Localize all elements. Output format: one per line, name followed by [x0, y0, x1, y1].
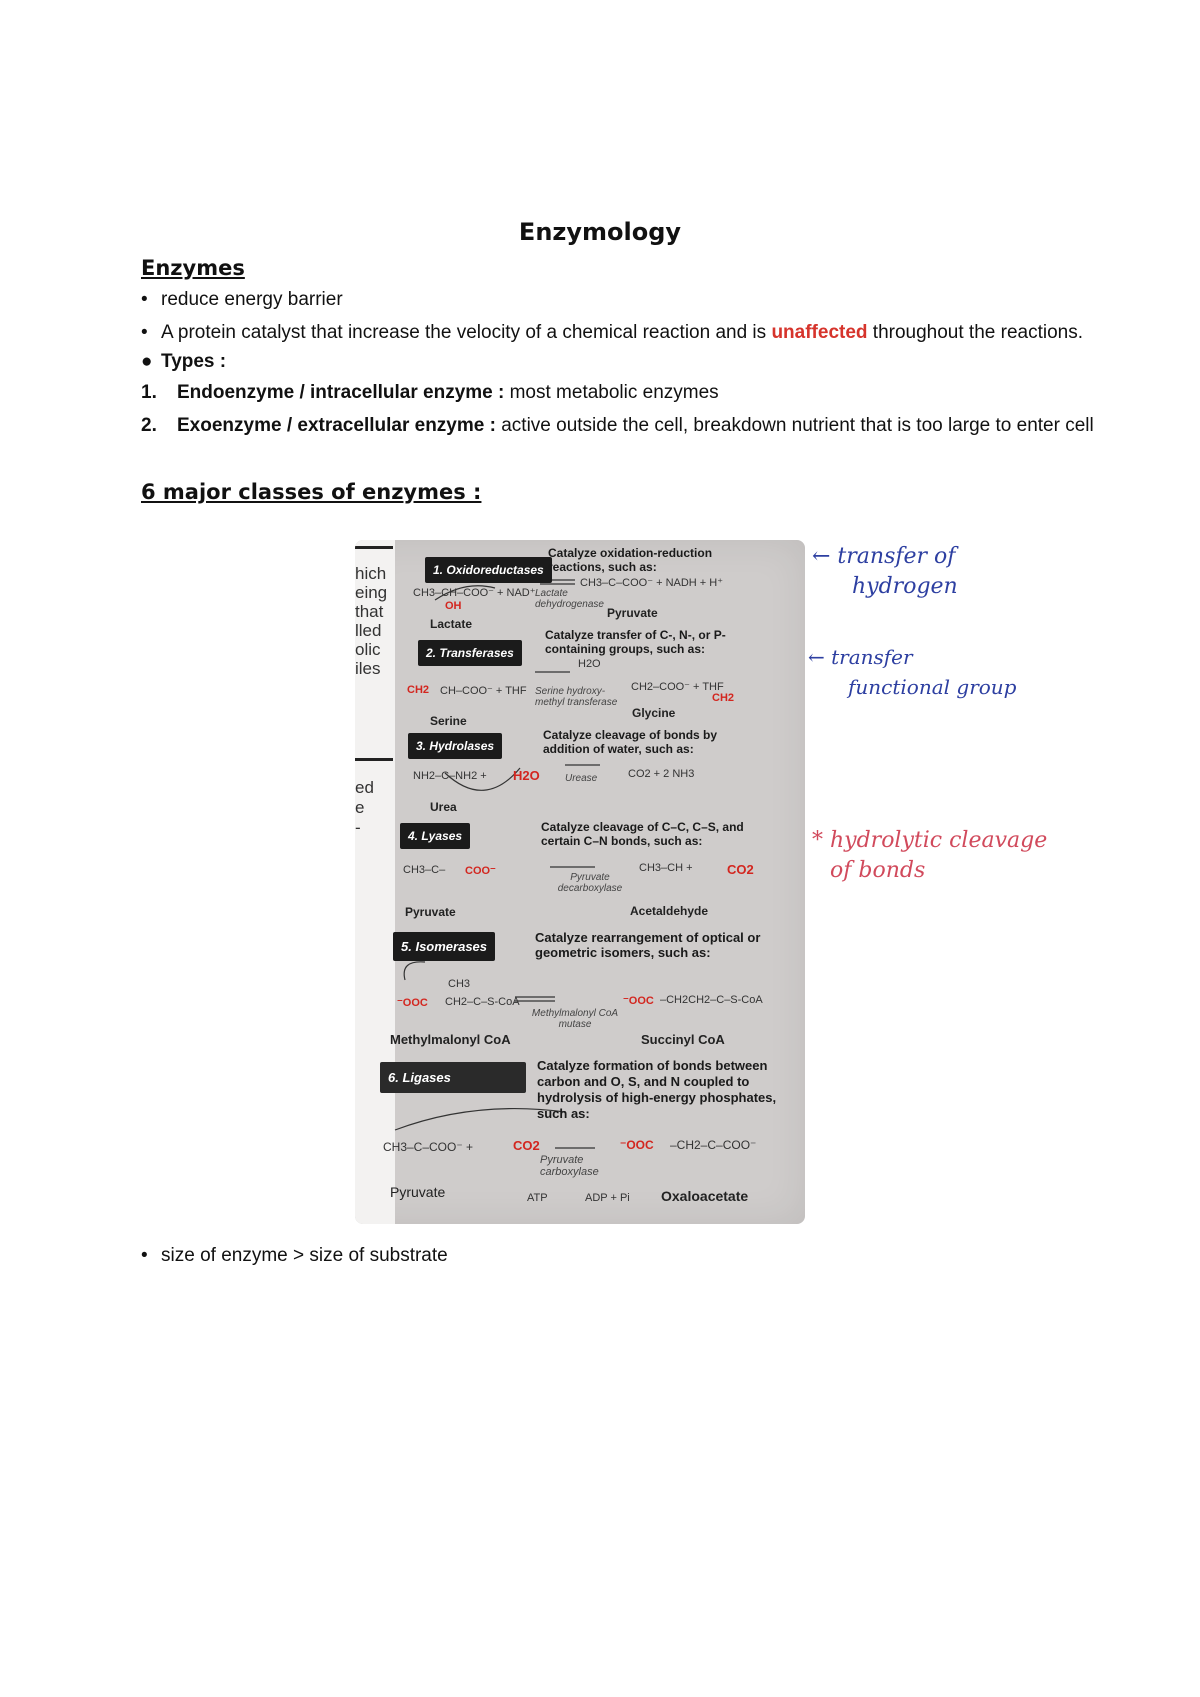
cofactor: ADP + Pi: [585, 1192, 630, 1204]
edge-word: -: [355, 818, 361, 837]
chem-rhs: CH3–CH +: [639, 862, 693, 874]
bullet-energy-barrier: • reduce energy barrier: [141, 289, 343, 310]
bullet-dot-icon: •: [141, 322, 148, 343]
class-desc: Catalyze oxidation-reduction reactions, such as:: [548, 546, 713, 574]
class-desc: Catalyze cleavage of C–C, C–S, and certain C–N bonds, such as:: [541, 820, 744, 848]
page-title: Enzymology: [518, 218, 682, 246]
class-label-lyases: 4. Lyases: [400, 823, 470, 849]
class-desc: Catalyze cleavage of bonds by addition of water, such as:: [543, 728, 718, 756]
enzyme-name: Lactate dehydrogenase: [535, 588, 604, 610]
edge-word: hich: [355, 564, 387, 583]
enzyme-name: Methylmalonyl CoA mutase: [531, 1008, 619, 1030]
molecule-name: Succinyl CoA: [641, 1032, 725, 1047]
enzyme-name: Serine hydroxy-methyl transferase: [535, 686, 618, 708]
enzyme-classes-photo: [355, 540, 805, 1224]
chem-red-group: COO⁻: [465, 865, 496, 877]
chem-lhs: CH3–C–COO⁻ +: [383, 1140, 474, 1154]
annotation-transfer-functional-group: ← transfer functional group: [808, 645, 1017, 699]
chem-rhs: CO2 + 2 NH3: [628, 768, 695, 780]
molecule-name: Pyruvate: [405, 905, 456, 919]
molecule-name: Serine: [430, 714, 467, 728]
bullet-dot-icon: •: [141, 289, 148, 310]
class-label-transferases: 2. Transferases: [418, 640, 522, 666]
chem-lhs: CH3–C–: [403, 864, 446, 876]
chem-red-group: CH2: [407, 684, 430, 696]
molecule-name: Methylmalonyl CoA: [390, 1032, 511, 1047]
molecule-name: Urea: [430, 800, 457, 814]
chem-red-group: CH2: [712, 692, 735, 704]
chem-rhs: CH3–C–COO⁻ + NADH + H⁺: [580, 577, 724, 589]
chem-red-group: CO2: [727, 862, 754, 877]
chem-red-group: OH: [445, 600, 462, 612]
classes-heading: 6 major classes of enzymes :: [141, 480, 482, 504]
chem-rhs: –CH2CH2–C–S-CoA: [660, 994, 763, 1006]
molecule-name: Pyruvate: [390, 1184, 446, 1200]
class-desc: Catalyze formation of bonds between carbon and O, S, and N coupled to hydrolysis of high-energy phosphates, such as:: [537, 1058, 777, 1121]
chem-rhs: CH2–COO⁻ + THF: [631, 681, 724, 693]
class-label-oxidoreductases: 1. Oxidoreductases: [425, 557, 552, 583]
chem-red-group: ⁻OOC: [620, 1138, 654, 1152]
chem-red-group: H2O: [513, 768, 540, 783]
chem-lhs: CH3–CH–COO⁻ + NAD⁺: [413, 587, 536, 599]
types-label: ● Types :: [141, 351, 227, 372]
highlight-unaffected: unaffected: [771, 322, 868, 343]
chem-top: CH3: [448, 978, 471, 990]
molecule-name: Pyruvate: [607, 606, 658, 620]
enzyme-name: Pyruvate carboxylase: [540, 1154, 599, 1178]
class-desc: Catalyze transfer of C-, N-, or P-containing groups, such as:: [545, 628, 726, 656]
annotation-hydrolytic-cleavage: * hydrolytic cleavage of bonds: [812, 828, 1048, 883]
molecule-name: Lactate: [430, 617, 473, 631]
chem-red-group: ⁻OOC: [397, 997, 428, 1009]
edge-word: olic: [355, 640, 381, 659]
enzymes-heading: Enzymes: [141, 256, 245, 280]
edge-word: lled: [355, 621, 382, 640]
molecule-name: Glycine: [632, 706, 676, 720]
edge-word: e: [355, 798, 365, 817]
bullet-dot-icon: ●: [141, 351, 153, 372]
bullet-protein-catalyst: • A protein catalyst that increase the velocity of a chemical reaction and is unaffected throughout the reactions.: [141, 322, 1083, 343]
cofactor: ATP: [527, 1192, 548, 1204]
enzyme-name: Urease: [565, 773, 598, 784]
bullet-size-of-enzyme: • size of enzyme > size of substrate: [141, 1245, 448, 1266]
chem-lhs: CH2–C–S-CoA: [445, 996, 520, 1008]
type-item: 2. Exoenzyme / extracellular enzyme : active outside the cell, breakdown nutrient that is too large to enter cell: [141, 415, 1094, 436]
edge-word: that: [355, 602, 384, 621]
bullet-dot-icon: •: [141, 1245, 148, 1266]
edge-word: eing: [355, 583, 388, 602]
chem-lhs: CH–COO⁻ + THF: [440, 685, 527, 697]
chem-red-group: CO2: [513, 1138, 540, 1153]
chem-red-group: ⁻OOC: [623, 995, 654, 1007]
chem-lhs: NH2–C–NH2 +: [413, 770, 487, 782]
enzyme-name: Pyruvate decarboxylase: [557, 872, 623, 894]
edge-word: iles: [355, 659, 381, 678]
class-label-ligases: 6. Ligases: [380, 1062, 526, 1093]
annotation-transfer-hydrogen: ← transfer of hydrogen: [812, 544, 958, 599]
class-desc: Catalyze rearrangement of optical or geometric isomers, such as:: [535, 930, 761, 960]
molecule-name: Acetaldehyde: [630, 904, 709, 918]
chem-top: H2O: [578, 658, 601, 670]
molecule-name: Oxaloacetate: [661, 1188, 749, 1204]
class-label-hydrolases: 3. Hydrolases: [408, 733, 502, 759]
edge-word: ed: [355, 778, 374, 797]
class-label-isomerases: 5. Isomerases: [393, 932, 495, 961]
type-item: 1. Endoenzyme / intracellular enzyme : most metabolic enzymes: [141, 382, 719, 403]
chem-rhs: –CH2–C–COO⁻: [670, 1138, 757, 1152]
